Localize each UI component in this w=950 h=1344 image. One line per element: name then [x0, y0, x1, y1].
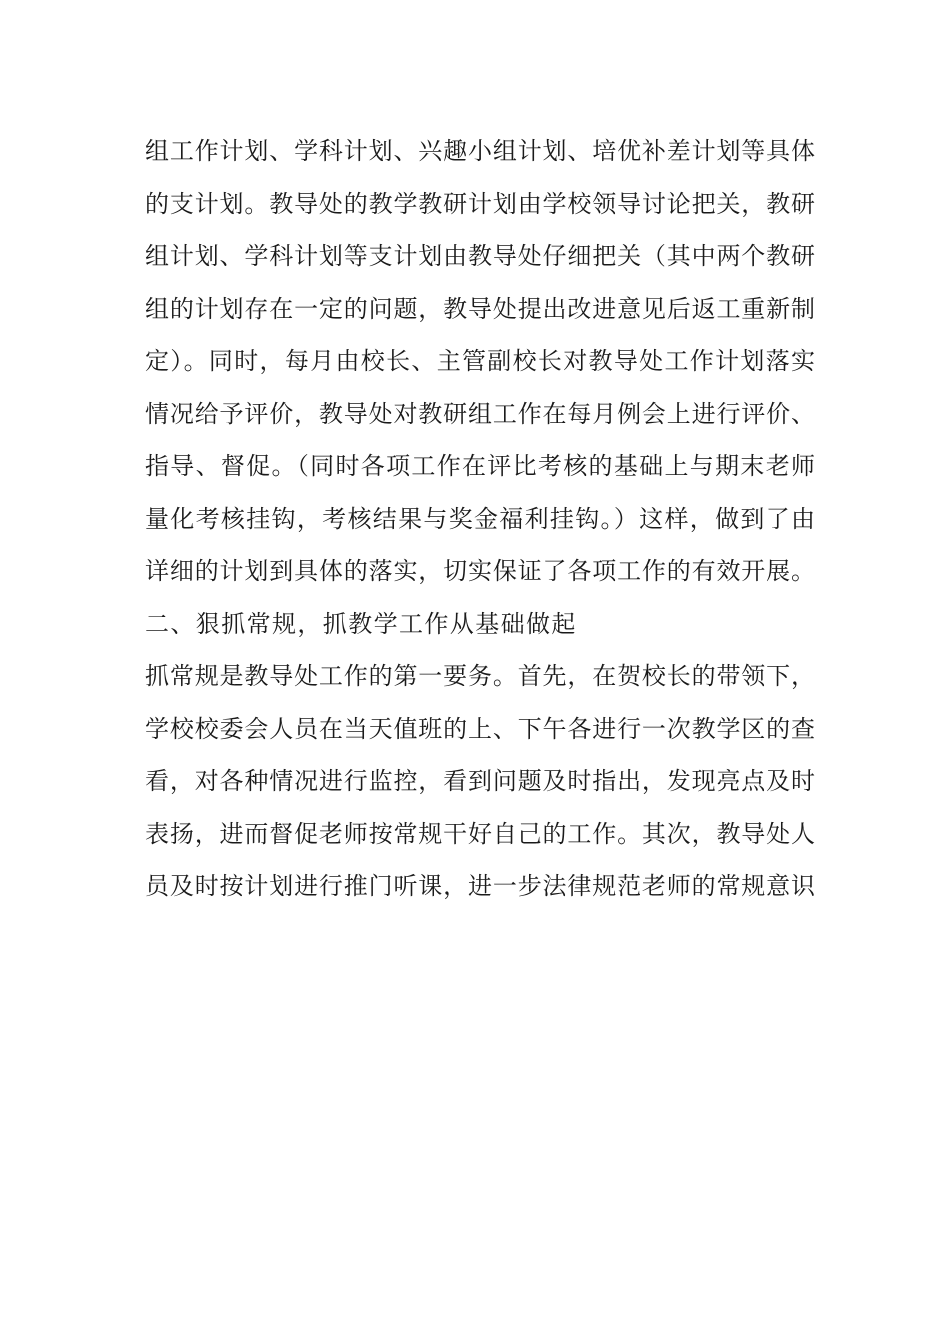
text-line-3: 组计划、学科计划等支计划由教导处仔细把关（其中两个教研: [145, 242, 815, 270]
text-line-1: 组工作计划、学科计划、兴趣小组计划、培优补差计划等具体: [145, 137, 815, 165]
text-line-8: 量化考核挂钩，考核结果与奖金福利挂钩。）这样，做到了由: [145, 504, 815, 533]
text-line-14: 表扬，进而督促老师按常规干好自己的工作。其次，教导处人: [145, 819, 815, 848]
section-heading: 二、狠抓常规，抓教学工作从基础做起: [145, 609, 577, 638]
text-line-4: 组的计划存在一定的问题，教导处提出改进意见后返工重新制: [145, 294, 815, 323]
text-line-9: 详细的计划到具体的落实，切实保证了各项工作的有效开展。: [145, 557, 815, 585]
text-line-7: 指导、督促。（同时各项工作在评比考核的基础上与期末老师: [145, 452, 815, 480]
text-line-2: 的支计划。教导处的教学教研计划由学校领导讨论把关，教研: [145, 189, 815, 218]
text-line-11: 抓常规是教导处工作的第一要务。首先，在贺校长的带领下，: [145, 662, 815, 690]
text-line-15: 员及时按计划进行推门听课，进一步法律规范老师的常规意识: [145, 872, 815, 900]
text-line-13: 看，对各种情况进行监控，看到问题及时指出，发现亮点及时: [145, 767, 815, 795]
text-line-12: 学校校委会人员在当天值班的上、下午各进行一次教学区的查: [145, 714, 815, 743]
text-line-5: 定）。同时，每月由校长、主管副校长对教导处工作计划落实: [145, 347, 815, 375]
text-line-6: 情况给予评价，教导处对教研组工作在每月例会上进行评价、: [145, 399, 815, 428]
body-text: [145, 125, 815, 913]
